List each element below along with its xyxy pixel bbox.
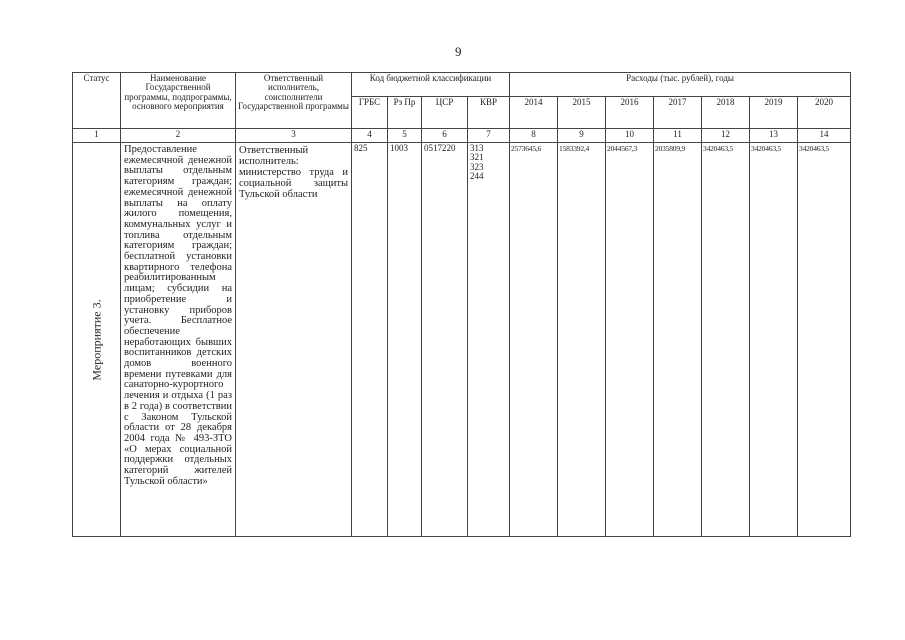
header-grbs: ГРБС [352,97,388,129]
header-row-1 [73,73,851,97]
rzpr-code: 1003 [388,143,422,537]
status-label: Мероприятие 3. [89,298,104,381]
column-number: 13 [750,129,798,143]
responsible-executor: Ответственный исполнитель: министерство труда и социальной защиты Тульской области [236,143,352,537]
header-expenses: Расходы (тыс. рублей), годы [510,73,851,97]
header-year: 2017 [654,97,702,129]
status-cell [73,143,121,537]
column-number: 10 [606,129,654,143]
kvr-code: 321 [470,152,484,163]
header-year: 2018 [702,97,750,129]
amount-2018: 3420463,5 [702,143,750,537]
amount-2020: 3420463,5 [798,143,851,537]
header-rzpr: Рз Пр [388,97,422,129]
header-kvr: КВР [468,97,510,129]
column-numbers-row [73,129,851,143]
kvr-code: 323 [470,161,484,172]
measure-name: Предоставление ежемесячной денежной выплаты отдельным категориям граждан; ежемесячной денежной выплаты на оплату жилого помещения, коммунальных услуг и топлива отдельным категориям граждан; бесплатной установки квартирного телефона реабилитированным лицам; субсидии на приобретение и установку приборов учета. Бесплатное обеспечение неработающих бывших воспитанников детских домов военного времени путевками для санаторно-курортного лечения и отдыха (1 раз в 2 года) в соответствии с Законом Тульской области от 28 декабря 2004 года № 493-ЗТО «О мерах социальной поддержки отдельных категорий жителей Тульской области» [121,143,236,537]
header-year: 2015 [558,97,606,129]
kvr-codes [468,143,510,537]
column-number: 11 [654,129,702,143]
amount-2017: 2035809,9 [654,143,702,537]
header-csr: ЦСР [422,97,468,129]
column-number: 8 [510,129,558,143]
table-row [73,143,851,537]
column-number: 12 [702,129,750,143]
amount-2019: 3420463,5 [750,143,798,537]
header-year: 2016 [606,97,654,129]
csr-code: 0517220 [422,143,468,537]
column-number: 6 [422,129,468,143]
header-name: Наименование Государственной программы, подпрограммы, основного мероприятия [121,73,236,129]
amount-2015: 1583392,4 [558,143,606,537]
header-year: 2020 [798,97,851,129]
budget-table [72,72,851,537]
header-status: Статус [73,73,121,129]
column-number: 3 [236,129,352,143]
column-number: 9 [558,129,606,143]
column-number: 4 [352,129,388,143]
column-number: 5 [388,129,422,143]
page-number: 9 [455,44,462,59]
grbs-code: 825 [352,143,388,537]
header-year: 2014 [510,97,558,129]
header-budget-code: Код бюджетной классификации [352,73,510,97]
kvr-code: 313 [470,143,484,153]
column-number: 2 [121,129,236,143]
column-number: 14 [798,129,851,143]
amount-2016: 2044567,3 [606,143,654,537]
header-executor: Ответственный исполнитель, соисполнители Государственной программы [236,73,352,129]
header-year: 2019 [750,97,798,129]
amount-2014: 2573645,6 [510,143,558,537]
kvr-code: 244 [470,171,484,182]
column-number: 7 [468,129,510,143]
column-number: 1 [73,129,121,143]
